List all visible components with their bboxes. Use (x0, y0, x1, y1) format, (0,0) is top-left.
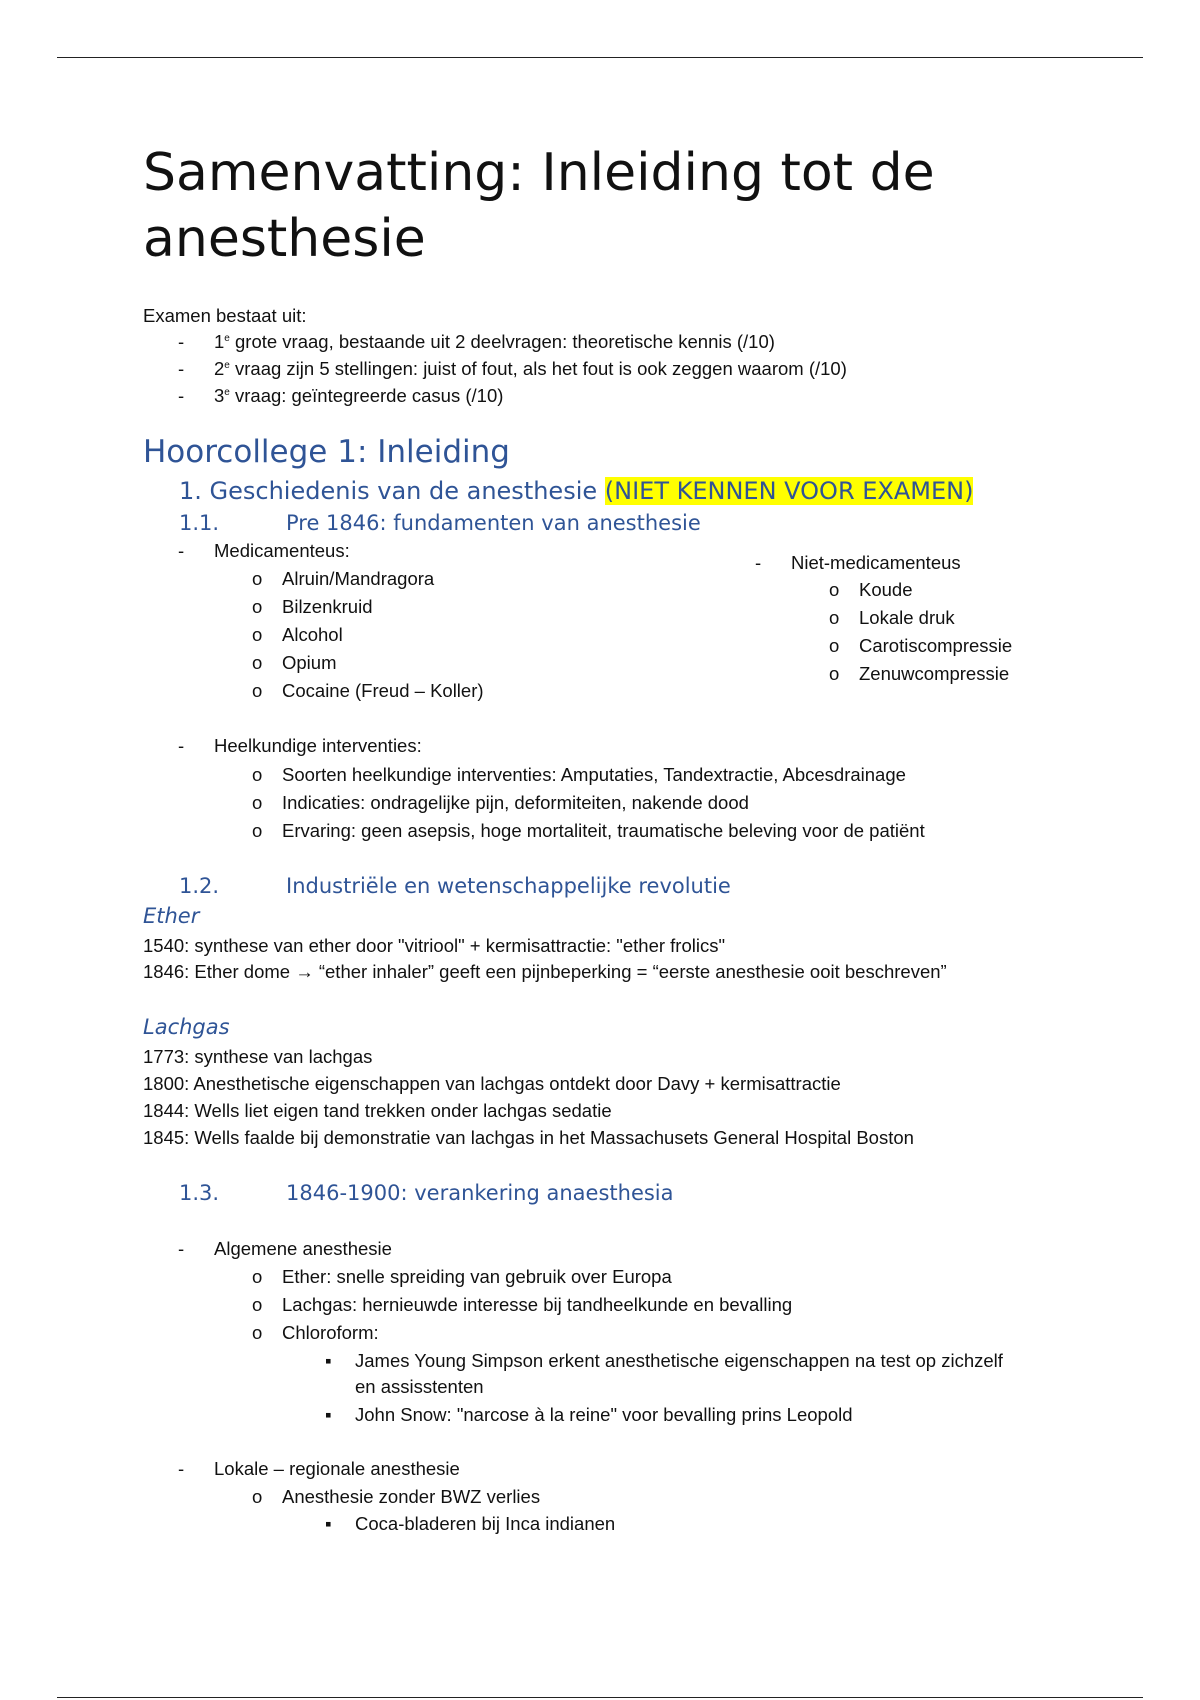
med-item: o Alruin/Mandragora (252, 568, 435, 589)
nonmed-item: o Carotiscompressie (829, 635, 1013, 656)
surg-item: o Ervaring: geen asepsis, hoge mortaliteit, traumatische beleving voor de patiënt (252, 820, 925, 841)
surg-item: o Soorten heelkundige interventies: Amputaties, Tandextractie, Abcesdrainage (252, 764, 906, 785)
ether-heading: Ether (143, 904, 200, 928)
hoorcollege-heading: Hoorcollege 1: Inleiding (143, 434, 510, 470)
lachgas-heading: Lachgas (143, 1015, 230, 1039)
section-1-2-number: 1.2. (179, 874, 220, 898)
section-1-1-number: 1.1. (179, 511, 220, 535)
lachgas-line: 1845: Wells faalde bij demonstratie van lachgas in het Massachusets General Hospital Boston (143, 1127, 914, 1148)
exam-item-3: - 3e vraag: geïntegreerde casus (/10) (178, 385, 504, 406)
section-1-3-title: 1846-1900: verankering anaesthesia (286, 1181, 674, 1205)
heelkundige-label: - Heelkundige interventies: (178, 735, 422, 756)
dash-bullet: - (178, 1458, 185, 1479)
chloro-item: ▪ James Young Simpson erkent anesthetische eigenschappen na test op zichzelf (325, 1350, 1003, 1371)
lok-sub-item: ▪ Coca-bladeren bij Inca indianen (325, 1513, 616, 1534)
medicamenteus-label: - Medicamenteus: (178, 540, 350, 561)
dash-bullet: - (178, 358, 185, 379)
bottom-rule (57, 1697, 1143, 1698)
dash-bullet: - (178, 331, 185, 352)
med-item: o Cocaine (Freud – Koller) (252, 680, 484, 701)
med-item: o Bilzenkruid (252, 596, 373, 617)
ether-line: 1846: Ether dome → “ether inhaler” geeft een pijnbeperking = “eerste anesthesie ooit beschreven” (143, 961, 947, 982)
lachgas-line: 1844: Wells liet eigen tand trekken onder lachgas sedatie (143, 1100, 612, 1121)
chloro-item: ▪ John Snow: "narcose à la reine" voor bevalling prins Leopold (325, 1404, 853, 1425)
section-1-2-title: Industriële en wetenschappelijke revolutie (286, 874, 731, 898)
dash-bullet: - (178, 540, 185, 561)
niet-medicamenteus-label: - Niet-medicamenteus (755, 552, 961, 573)
dash-bullet: - (755, 552, 762, 573)
dash-bullet: - (178, 1238, 185, 1259)
dash-bullet: - (178, 385, 185, 406)
med-item: o Opium (252, 652, 337, 673)
lachgas-line: 1800: Anesthetische eigenschappen van lachgas ontdekt door Davy + kermisattractie (143, 1073, 841, 1094)
alg-item: o Lachgas: hernieuwde interesse bij tandheelkunde en bevalling (252, 1294, 793, 1315)
nonmed-item: o Koude (829, 579, 913, 600)
lok-item: o Anesthesie zonder BWZ verlies (252, 1486, 541, 1507)
alg-item: o Ether: snelle spreiding van gebruik over Europa (252, 1266, 672, 1287)
nonmed-item: o Zenuwcompressie (829, 663, 1010, 684)
section-1-3-number: 1.3. (179, 1181, 220, 1205)
lokale-label: - Lokale – regionale anesthesie (178, 1458, 460, 1479)
section-1-heading: 1. Geschiedenis van de anesthesie (NIET KENNEN VOOR EXAMEN) (179, 477, 974, 505)
chloro-item-cont: en assisstenten (355, 1376, 484, 1397)
surg-item: o Indicaties: ondragelijke pijn, deformiteiten, nakende dood (252, 792, 749, 813)
section-1-1-title: Pre 1846: fundamenten van anesthesie (286, 511, 701, 535)
med-item: o Alcohol (252, 624, 343, 645)
exam-item-2: - 2e vraag zijn 5 stellingen: juist of fout, als het fout is ook zeggen waarom (/10) (178, 358, 847, 379)
nonmed-item: o Lokale druk (829, 607, 955, 628)
algemene-label: - Algemene anesthesie (178, 1238, 392, 1259)
lachgas-line: 1773: synthese van lachgas (143, 1046, 373, 1067)
top-rule (57, 57, 1143, 58)
document-title: Samenvatting: Inleiding tot de anesthesie (143, 143, 935, 269)
ether-line: 1540: synthese van ether door "vitriool" + kermisattractie: "ether frolics" (143, 935, 726, 956)
alg-item: o Chloroform: (252, 1322, 379, 1343)
dash-bullet: - (178, 735, 185, 756)
highlight-not-for-exam: (NIET KENNEN VOOR EXAMEN) (604, 477, 974, 505)
exam-intro: Examen bestaat uit: (143, 305, 307, 326)
exam-item-1: - 1e grote vraag, bestaande uit 2 deelvragen: theoretische kennis (/10) (178, 331, 775, 352)
